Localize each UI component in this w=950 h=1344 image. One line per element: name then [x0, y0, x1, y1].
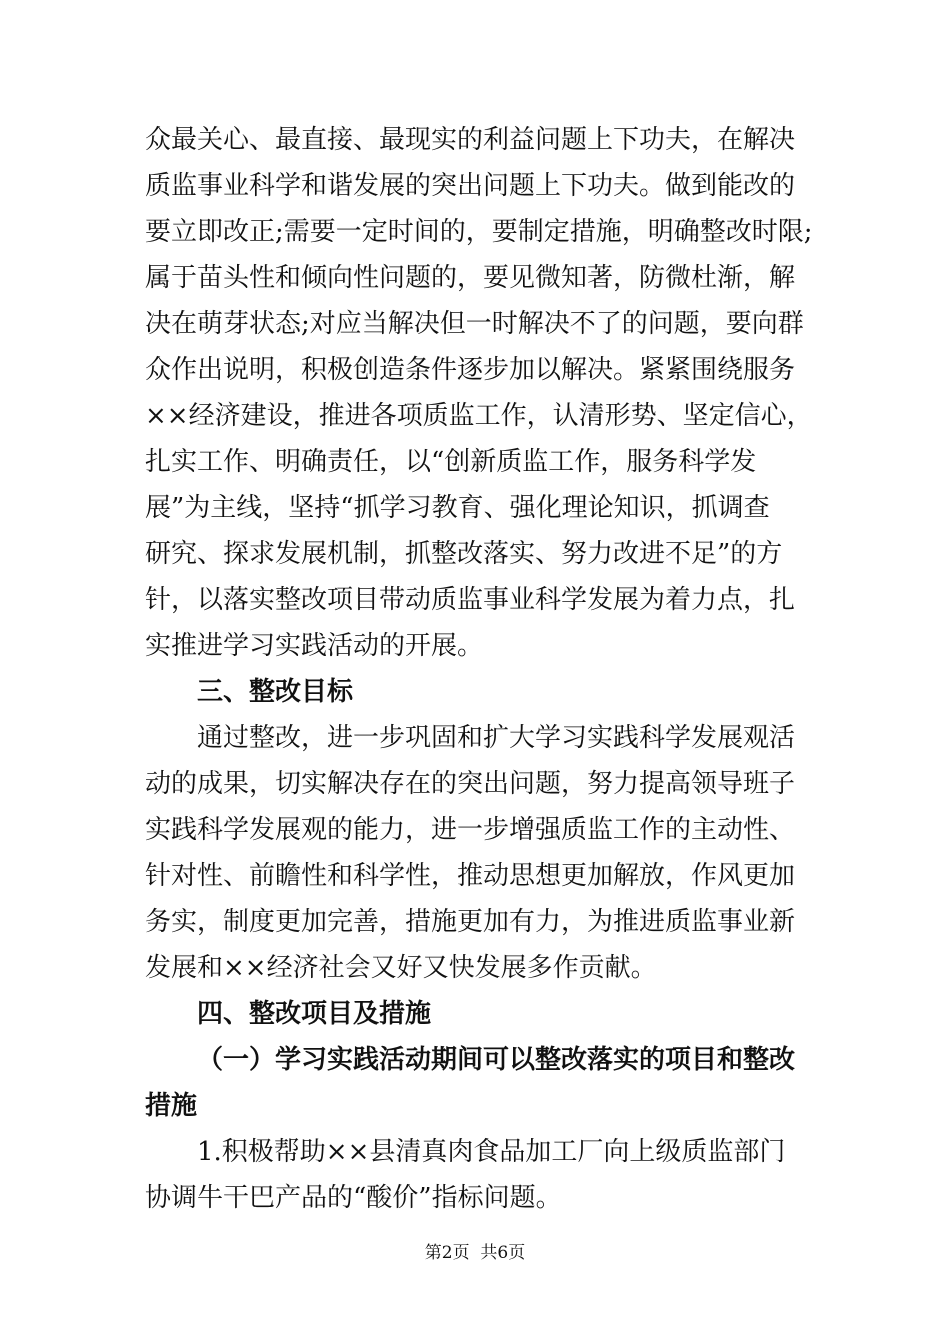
section-heading-goals: 三、整改目标 — [197, 677, 354, 707]
body-text-line: 针，以落实整改项目带动质监事业科学发展为着力点，扎 — [145, 585, 796, 615]
body-text-line: 针对性、前瞻性和科学性，推动思想更加解放，作风更加 — [145, 861, 796, 891]
body-text-line: 扎实工作、明确责任，以“创新质监工作，服务科学发 — [145, 447, 757, 477]
body-text-line: 协调牛干巴产品的“酸价”指标问题。 — [145, 1183, 562, 1213]
body-text-line: 众最关心、最直接、最现实的利益问题上下功夫，在解决 — [145, 125, 796, 155]
body-text-line: 要立即改正;需要一定时间的，要制定措施，明确整改时限; — [145, 217, 813, 247]
body-text-line: 属于苗头性和倾向性问题的，要见微知著，防微杜渐，解 — [145, 263, 796, 293]
body-text-line: 通过整改，进一步巩固和扩大学习实践科学发展观活 — [197, 723, 796, 753]
body-text-line: 1.积极帮助××县清真肉食品加工厂向上级质监部门 — [197, 1137, 786, 1167]
body-text-line: 质监事业科学和谐发展的突出问题上下功夫。做到能改的 — [145, 171, 796, 201]
subsection-heading: （一）学习实践活动期间可以整改落实的项目和整改 — [197, 1045, 796, 1075]
body-text-line: 实践科学发展观的能力，进一步增强质监工作的主动性、 — [145, 815, 796, 845]
section-heading-measures: 四、整改项目及措施 — [197, 999, 432, 1029]
body-text-line: 众作出说明，积极创造条件逐步加以解决。紧紧围绕服务 — [145, 355, 796, 385]
body-text-line: 决在萌芽状态;对应当解决但一时解决不了的问题，要向群 — [145, 309, 804, 339]
body-text-line: 实推进学习实践活动的开展。 — [145, 631, 484, 661]
page-number-footer: 第2页 共6页 — [424, 1243, 526, 1263]
body-text-line: 展”为主线，坚持“抓学习教育、强化理论知识，抓调查 — [145, 493, 770, 523]
body-text-line: 发展和××经济社会又好又快发展多作贡献。 — [145, 953, 657, 983]
body-text-line: 务实，制度更加完善，措施更加有力，为推进质监事业新 — [145, 907, 796, 937]
body-text-line: 动的成果，切实解决存在的突出问题，努力提高领导班子 — [145, 769, 796, 799]
body-text-line: ××经济建设，推进各项质监工作，认清形势、坚定信心， — [145, 401, 813, 431]
body-text-line: 研究、探求发展机制，抓整改落实、努力改进不足”的方 — [145, 539, 783, 569]
subsection-heading-continued: 措施 — [145, 1091, 198, 1121]
